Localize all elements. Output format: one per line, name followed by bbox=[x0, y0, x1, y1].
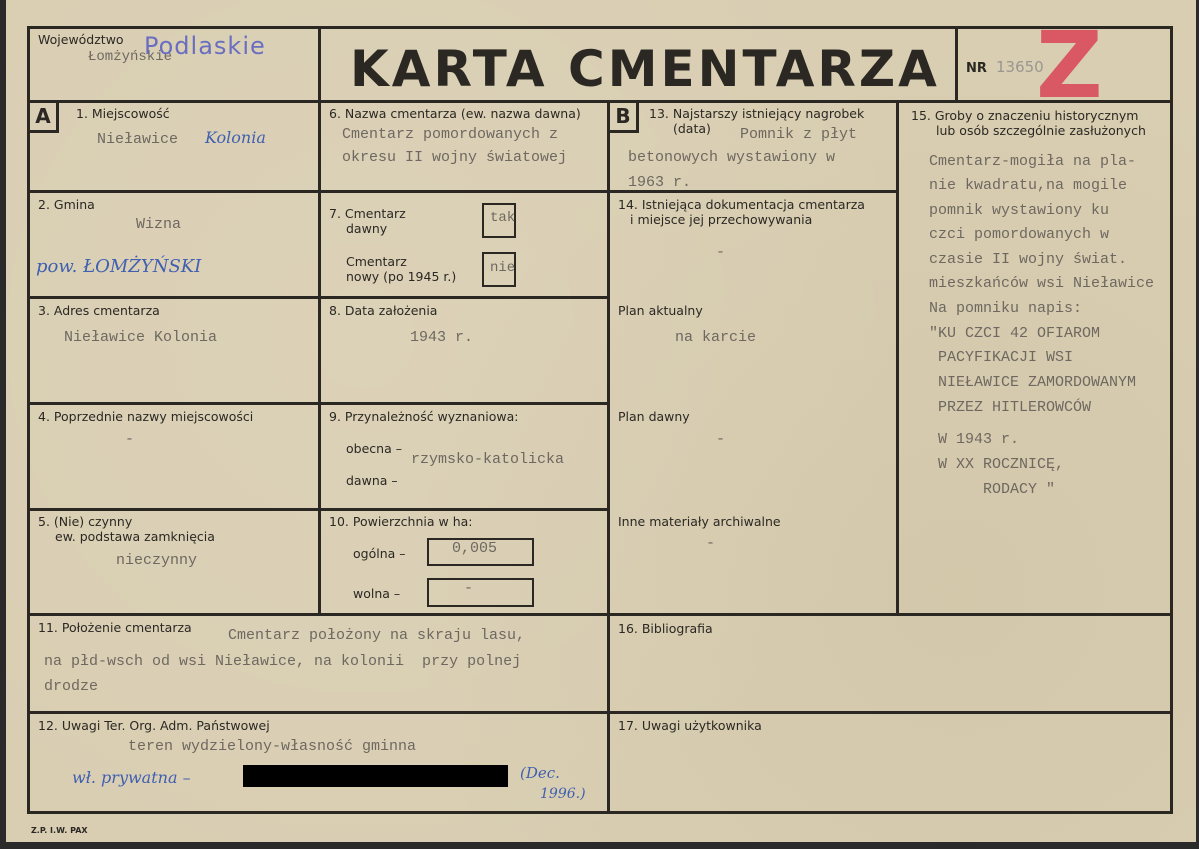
header-divider bbox=[27, 100, 1173, 103]
f15-line-13: RODACY " bbox=[929, 481, 1056, 498]
f15-line-6: Na pomniku napis: bbox=[929, 300, 1083, 317]
f9-obecna-label: obecna – bbox=[346, 441, 402, 456]
f15-line-4: czasie II wojny świat. bbox=[929, 251, 1128, 268]
header-split-2 bbox=[955, 26, 958, 103]
f9-dawna-label: dawna – bbox=[346, 473, 398, 488]
f10-label: 10. Powierzchnia w ha: bbox=[329, 514, 473, 529]
red-z-mark: Z bbox=[1036, 12, 1103, 119]
inne-label: Inne materiały archiwalne bbox=[618, 514, 781, 529]
f11-line-3: drodze bbox=[44, 678, 99, 695]
f6-line-1: Cmentarz pomordowanych z bbox=[342, 126, 559, 143]
f1-handwritten: Kolonia bbox=[205, 128, 266, 147]
f5-typed: nieczynny bbox=[116, 552, 198, 569]
f12-handwritten-right-2: 1996.) bbox=[540, 786, 586, 802]
row-line bbox=[27, 711, 1173, 714]
nr-label: NR bbox=[966, 61, 987, 76]
f2-handwritten: pow. ŁOMŻYŃSKI bbox=[36, 256, 202, 277]
f11-label: 11. Położenie cmentarza bbox=[38, 620, 192, 635]
f15-line-12: W XX ROCZNICĘ, bbox=[929, 456, 1065, 473]
f15-label-2: lub osób szczególnie zasłużonych bbox=[936, 123, 1146, 138]
f15-line-3: czci pomordowanych w bbox=[929, 226, 1110, 243]
col-divider-2 bbox=[607, 100, 610, 814]
row-line bbox=[27, 402, 607, 405]
inne-value: - bbox=[706, 535, 716, 552]
wojewodztwo-label: Województwo bbox=[38, 32, 124, 47]
border-top bbox=[27, 26, 1173, 29]
f10-ogolna-label: ogólna – bbox=[353, 546, 406, 561]
col-divider-1 bbox=[318, 100, 321, 613]
f6-label: 6. Nazwa cmentarza (ew. nazwa dawna) bbox=[329, 106, 581, 121]
header-split-1 bbox=[318, 26, 321, 103]
f9-obecna-value: rzymsko-katolicka bbox=[411, 451, 565, 468]
plan-dawny-value: - bbox=[716, 431, 726, 448]
border-left bbox=[27, 26, 30, 814]
wojewodztwo-typed: Łomżyńskie bbox=[88, 49, 173, 65]
row-line bbox=[27, 190, 607, 193]
f5-label-1: 5. (Nie) czynny bbox=[38, 514, 133, 529]
f15-line-7: "KU CZCI 42 OFIAROM bbox=[929, 325, 1101, 342]
f13-label-2: (data) bbox=[673, 121, 711, 136]
f14-label-2: i miejsce jej przechowywania bbox=[630, 212, 813, 227]
f15-line-9: NIEŁAWICE ZAMORDOWANYM bbox=[929, 374, 1137, 391]
f7-nowy-value: nie bbox=[490, 260, 516, 276]
row-line bbox=[27, 613, 1173, 616]
f10-wolna-label: wolna – bbox=[353, 586, 401, 601]
f10-ogolna-value: 0,005 bbox=[452, 540, 498, 557]
section-a-badge: A bbox=[27, 100, 59, 133]
f15-line-2: pomnik wystawiony ku bbox=[929, 202, 1110, 219]
f16-label: 16. Bibliografia bbox=[618, 621, 713, 636]
page-title: KARTA CMENTARZA bbox=[350, 40, 940, 98]
row-line bbox=[27, 296, 607, 299]
f13-line-2: 1963 r. bbox=[628, 174, 692, 191]
border-right bbox=[1170, 26, 1173, 814]
f8-label: 8. Data założenia bbox=[329, 303, 438, 318]
f15-line-8: PACYFIKACJI WSI bbox=[929, 349, 1074, 366]
printer-mark: Z.P. I.W. PAX bbox=[31, 826, 88, 835]
f7-nowy-1: Cmentarz bbox=[346, 254, 407, 269]
f9-label: 9. Przynależność wyznaniowa: bbox=[329, 409, 519, 424]
f12-handwritten-right-1: (Dec. bbox=[520, 764, 560, 782]
f15-line-0: Cmentarz-mogiła na pla- bbox=[929, 153, 1137, 170]
f14-label-1: 14. Istniejąca dokumentacja cmentarza bbox=[618, 197, 865, 212]
f15-line-10: PRZEZ HITLEROWCÓW bbox=[929, 399, 1092, 416]
f2-typed: Wizna bbox=[136, 216, 182, 233]
f13-label-1: 13. Najstarszy istniejący nagrobek bbox=[649, 106, 865, 121]
row-line bbox=[27, 508, 607, 511]
f8-typed: 1943 r. bbox=[410, 329, 474, 346]
f7-dawny-value: tak bbox=[490, 210, 516, 226]
f2-label: 2. Gmina bbox=[38, 197, 95, 212]
f15-line-11: W 1943 r. bbox=[929, 431, 1020, 448]
f1-typed: Nieławice bbox=[97, 131, 179, 148]
section-b-badge: B bbox=[607, 100, 639, 133]
plan-aktualny-label: Plan aktualny bbox=[618, 303, 703, 318]
f4-label: 4. Poprzednie nazwy miejscowości bbox=[38, 409, 254, 424]
f10-wolna-box[interactable] bbox=[427, 578, 534, 607]
f12-label: 12. Uwagi Ter. Org. Adm. Państwowej bbox=[38, 718, 270, 733]
f5-label-2: ew. podstawa zamknięcia bbox=[55, 529, 215, 544]
f15-line-5: mieszkańców wsi Nieławice bbox=[929, 275, 1155, 292]
f7-label-1: 7. Cmentarz bbox=[329, 206, 406, 221]
f11-line-1: Cmentarz położony na skraju lasu, bbox=[228, 627, 526, 644]
f15-label-1: 15. Groby o znaczeniu historycznym bbox=[911, 108, 1139, 123]
f7-nowy-2: nowy (po 1945 r.) bbox=[346, 269, 457, 284]
f7-label-2: dawny bbox=[346, 221, 388, 236]
f13-typed-first: Pomnik z płyt bbox=[740, 126, 858, 143]
wojewodztwo-stamp: Podlaskie bbox=[144, 32, 266, 60]
col-divider-3 bbox=[896, 100, 899, 613]
f13-line-1: betonowych wystawiony w bbox=[628, 149, 836, 166]
f3-label: 3. Adres cmentarza bbox=[38, 303, 160, 318]
f15-line-1: nie kwadratu,na mogile bbox=[929, 177, 1128, 194]
nr-pencil: 13650 bbox=[996, 58, 1044, 76]
f12-handwritten-left: wł. prywatna – bbox=[72, 768, 191, 787]
f3-typed: Nieławice Kolonia bbox=[64, 329, 218, 346]
f4-typed: - bbox=[125, 431, 135, 448]
f14-typed: - bbox=[716, 244, 726, 261]
plan-aktualny-value: na karcie bbox=[675, 329, 757, 346]
border-bottom bbox=[27, 811, 1173, 814]
redaction-bar bbox=[243, 765, 508, 787]
plan-dawny-label: Plan dawny bbox=[618, 409, 690, 424]
f1-label: 1. Miejscowość bbox=[76, 106, 170, 121]
f6-line-2: okresu II wojny światowej bbox=[342, 149, 568, 166]
f11-line-2: na płd-wsch od wsi Nieławice, na kolonii przy polnej bbox=[44, 653, 522, 670]
f10-wolna-value: - bbox=[464, 580, 474, 597]
f12-typed: teren wydzielony-własność gminna bbox=[128, 738, 417, 755]
f17-label: 17. Uwagi użytkownika bbox=[618, 718, 762, 733]
